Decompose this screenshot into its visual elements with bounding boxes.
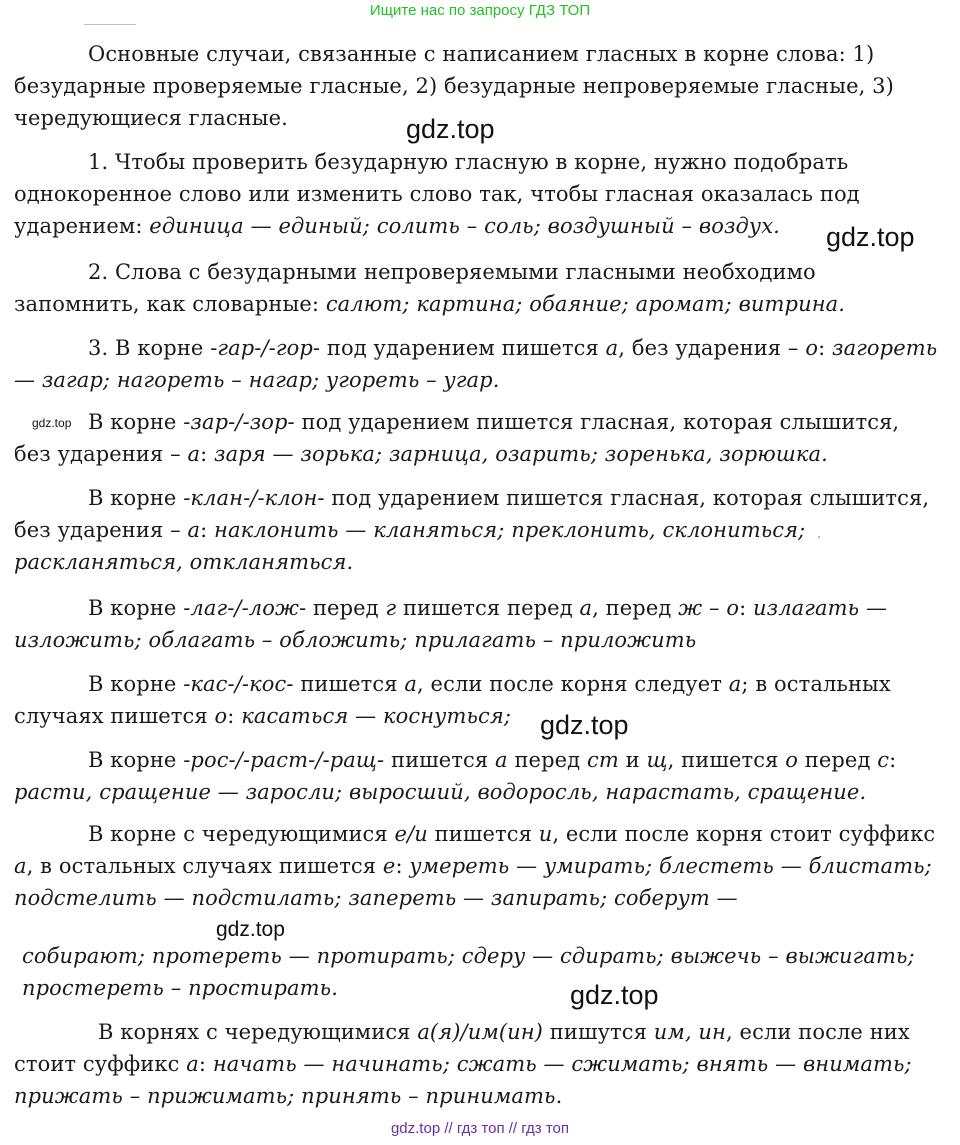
examples: загореть — загар; нагореть – нагар; угореть – угар.: [14, 336, 938, 392]
paragraph-2: [14, 256, 940, 320]
paragraph-11: [14, 1016, 940, 1112]
letter: а: [495, 748, 508, 772]
text: :: [889, 748, 897, 772]
text: :: [395, 854, 410, 878]
letter: а: [605, 336, 619, 360]
watermark: gdz.top: [570, 980, 659, 1010]
text: :: [818, 336, 833, 360]
root: -гар-/-гор-: [210, 336, 321, 360]
letter: г: [385, 596, 397, 620]
examples: умереть — умирать; блестеть — блистать; подстелить — подстилать; запереть — запирать; соберут —: [14, 854, 932, 910]
letter: о: [785, 748, 798, 772]
text: В корне: [88, 410, 184, 434]
text: и: [618, 748, 647, 772]
letter: а: [14, 854, 27, 878]
text: , если после корня стоит суффикс: [552, 822, 936, 846]
root: -рос-/-раст-/-ращ-: [183, 748, 385, 772]
examples: салют; картина; обаяние; аромат; витрина.: [325, 292, 846, 316]
text: 1. Чтобы проверить безударную гласную в корне, нужно подобрать однокоренное слово или изменить слово так, чтобы гласная оказалась под ударением:: [14, 150, 860, 238]
speck: [818, 536, 820, 538]
text: перед: [797, 748, 878, 772]
letters: а(я)/им(ин): [417, 1020, 543, 1044]
letter: а: [187, 442, 201, 466]
text: :: [200, 442, 215, 466]
text: пишется: [293, 672, 405, 696]
root: -клан-/-клон-: [183, 486, 325, 510]
text: 3. В корне: [88, 336, 211, 360]
paragraph-1: [14, 146, 940, 242]
text: пишутся: [542, 1020, 654, 1044]
watermark: gdz.top: [32, 416, 72, 430]
watermark: gdz.top: [826, 222, 915, 252]
examples: заря — зорька; зарница, озарить; зоренька, зорюшка.: [214, 442, 828, 466]
text: 2. Слова с безударными непроверяемыми гласными необходимо запомнить, как словарные:: [14, 260, 816, 316]
text: , в остальных случаях пишется: [26, 854, 383, 878]
watermark: gdz.top: [540, 710, 629, 740]
text: под ударением пишется гласная, которая слышится, без ударения –: [14, 410, 900, 466]
letters: е/и: [394, 822, 428, 846]
letter: е: [382, 854, 396, 878]
text: перед: [507, 748, 587, 772]
letter: ж: [678, 596, 703, 620]
letter: а: [728, 672, 742, 696]
text: пишется перед: [396, 596, 580, 620]
text: пишется: [384, 748, 496, 772]
text: перед: [306, 596, 386, 620]
letter: а: [404, 672, 417, 696]
paragraph-4: [14, 406, 940, 470]
paragraph-3: [14, 332, 940, 396]
letter: с: [877, 748, 890, 772]
text: :: [227, 704, 242, 728]
letter: о: [726, 596, 740, 620]
letter: о: [214, 704, 228, 728]
text: В корне: [88, 672, 184, 696]
paragraph-8: [14, 744, 940, 808]
text: , без ударения –: [618, 336, 806, 360]
examples: наклонить — кланяться; преклонить, склониться; раскланяться, откланяться.: [14, 518, 806, 574]
paragraph-9: [14, 818, 940, 914]
text: :: [198, 1052, 213, 1076]
letter: а: [579, 596, 593, 620]
letter: щ: [646, 748, 668, 772]
examples: касаться — коснуться;: [241, 704, 512, 728]
letter: и: [538, 822, 553, 846]
text: ; в остальных случаях пишется: [14, 672, 891, 728]
paragraph-9-continued: [22, 940, 940, 1004]
letter: о: [805, 336, 819, 360]
paragraph-7: [14, 668, 940, 732]
text: :: [739, 596, 754, 620]
examples: начать — начинать; сжать — сжимать; внять — внимать; прижать – прижимать; принять – принимать: [14, 1052, 912, 1108]
letter: а: [186, 1052, 199, 1076]
footer-links: gdz.top // гдз топ // гдз топ: [390, 1120, 570, 1137]
text: , если после корня следует: [417, 672, 729, 696]
letters: им, ин: [653, 1020, 726, 1044]
text: .: [555, 1084, 563, 1108]
text: В корне: [88, 596, 184, 620]
text: пишется: [427, 822, 539, 846]
promo-header: Ищите нас по запросу ГДЗ ТОП: [369, 2, 591, 19]
text: :: [200, 518, 215, 542]
watermark: gdz.top: [216, 918, 285, 941]
text: В корне: [88, 748, 184, 772]
text: –: [702, 596, 727, 620]
root: -кас-/-кос-: [183, 672, 294, 696]
top-divider: [84, 24, 136, 25]
text: , если после них стоит суффикс: [14, 1020, 910, 1076]
root: -зар-/-зор-: [183, 410, 295, 434]
text: под ударением пишется гласная, которая слышится, без ударения –: [14, 486, 930, 542]
paragraph-6: [14, 592, 940, 656]
paragraph-5: [14, 482, 940, 578]
text: под ударением пишется: [320, 336, 606, 360]
text: В корнях с чередующимися: [98, 1020, 418, 1044]
examples: единица — единый; солить – соль; воздушный – воздух.: [149, 214, 780, 238]
letter: а: [187, 518, 201, 542]
examples: собирают; протереть — протирать; сдеру — сдирать; выжечь – выжигать; простереть – простирать.: [22, 944, 915, 1000]
examples: расти, сращение — заросли; выросший, водоросль, нарастать, сращение.: [14, 780, 867, 804]
root: -лаг-/-лож-: [183, 596, 307, 620]
text: , перед: [592, 596, 679, 620]
letters: ст: [586, 748, 619, 772]
text: В корне: [88, 486, 184, 510]
watermark: gdz.top: [406, 114, 495, 144]
text: Основные случаи, связанные с написанием гласных в корне слова: 1) безударные проверяемые гласные, 2) безударные непроверяемые гласные, 3) чередующиеся гласные.: [14, 42, 894, 130]
text: , пишется: [667, 748, 786, 772]
text: В корне с чередующимися: [88, 822, 395, 846]
examples: излагать — изложить; облагать – обложить; прилагать – приложить: [14, 596, 888, 652]
